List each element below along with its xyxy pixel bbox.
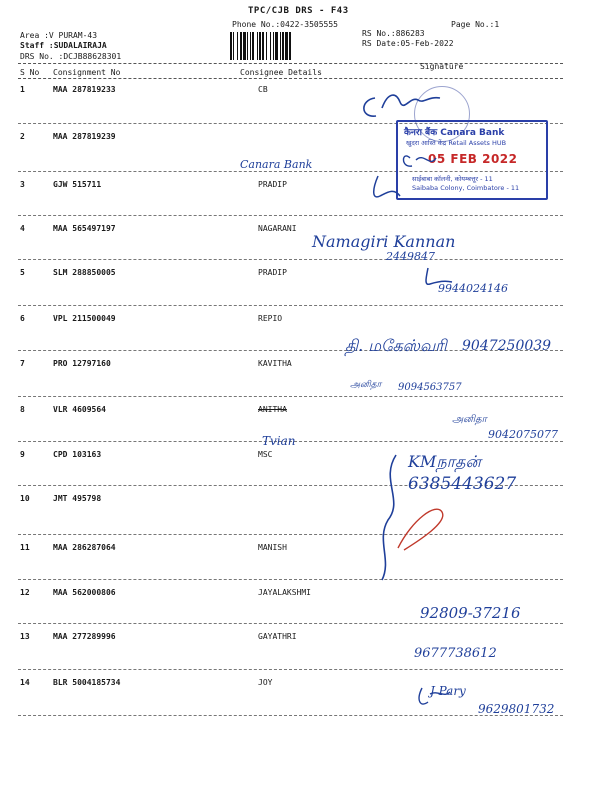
col-consignee: Consignee Details [240, 68, 322, 77]
row-sno: 5 [20, 268, 25, 277]
row-sno: 12 [20, 588, 30, 597]
row-sno: 2 [20, 132, 25, 141]
row-consignment-no: MAA 562000806 [53, 588, 116, 597]
col-signature: Signature [420, 62, 464, 71]
row-consignment-no: CPD 103163 [53, 450, 102, 459]
row-consignee: KAVITHA [258, 359, 292, 368]
stamp-address-local: साईबाबा कॉलनी, कोयम्बत्तूर - 11 [412, 175, 493, 183]
hw-phone-7: 92809-37216 [420, 604, 521, 622]
row-sno: 14 [20, 678, 30, 687]
red-mark [398, 509, 443, 550]
row-consignee: JAYALAKSHMI [258, 588, 311, 597]
row-sno: 7 [20, 359, 25, 368]
hw-nagarani: Namagiri Kannan [312, 232, 456, 251]
row-consignment-no: GJW 515711 [53, 180, 102, 189]
hw-msc-sig: KMநாதன் [408, 452, 481, 471]
row-consignment-no: SLM 288850005 [53, 268, 116, 277]
row-consignee: PRADIP [258, 180, 287, 189]
hw-phone-2: 9944024146 [438, 282, 508, 295]
hw-mark: Tvian [262, 434, 296, 448]
row-consignment-no: MAA 277289996 [53, 632, 116, 641]
sheet-title: TPC/CJB DRS - F43 [248, 6, 349, 16]
col-consignment: Consignment No [53, 68, 121, 77]
row-sno: 6 [20, 314, 25, 323]
staff-label: Staff :SUDALAIRAJA [20, 41, 107, 50]
signature-row-1 [364, 95, 440, 116]
row-consignment-no: VLR 4609564 [53, 405, 106, 414]
hw-repio-sig: தி. மகேஸ்வரி [345, 336, 447, 355]
row-consignment-no: MAA 565497197 [53, 224, 116, 233]
row-sno: 11 [20, 543, 30, 552]
row-consignee: CB [258, 85, 268, 94]
hw-canara: Canara Bank [240, 158, 313, 171]
row-sno: 9 [20, 450, 25, 459]
bracket-mark [382, 455, 396, 580]
row-consignee: NAGARANI [258, 224, 297, 233]
row-consignment-no: VPL 211500049 [53, 314, 116, 323]
hw-phone-8: 9677738612 [414, 646, 497, 661]
stamp-address: Saibaba Colony, Coimbatore - 11 [412, 184, 520, 192]
row-sno: 13 [20, 632, 30, 641]
row-consignee: ANITHA [258, 405, 287, 414]
row-sno: 10 [20, 494, 30, 503]
row-consignment-no: MAA 287819239 [53, 132, 116, 141]
row-consignment-no: JMT 495798 [53, 494, 102, 503]
stamp-date: 05 FEB 2022 [428, 152, 518, 166]
phone-number: Phone No.:0422-3505555 [232, 20, 338, 29]
signature-row-3 [374, 176, 400, 197]
row-sno: 4 [20, 224, 25, 233]
hw-phone-4: 9094563757 [398, 382, 462, 393]
row-consignment-no: MAA 287819233 [53, 85, 116, 94]
row-sno: 8 [20, 405, 25, 414]
stamp-title: कैनरा बैंक Canara Bank [404, 128, 505, 138]
row-consignment-no: PRO 12797160 [53, 359, 111, 368]
col-sno: S No [20, 68, 40, 77]
rs-date: RS Date:05-Feb-2022 [362, 39, 454, 48]
signature-row-2 [404, 156, 437, 166]
row-consignee: JOY [258, 678, 273, 687]
hw-joy-sig: J Pary [430, 684, 466, 698]
stamp-subtitle: खुदरा आस्ति केंद्र Retail Assets HUB [406, 139, 507, 147]
rs-number: RS No.:886283 [362, 29, 425, 38]
hw-phone-1: 2449847 [386, 250, 435, 263]
hw-kavitha-sig: அனிதா [350, 380, 382, 390]
hw-anitha-sig: அனிதா [452, 414, 487, 425]
row-consignee: MANISH [258, 543, 287, 552]
row-consignment-no: MAA 286287064 [53, 543, 116, 552]
hw-phone-3: 9047250039 [462, 338, 552, 354]
row-consignment-no: BLR 5004185734 [53, 678, 121, 687]
row-consignee: GAYATHRI [258, 632, 297, 641]
row-consignee: REPIO [258, 314, 283, 323]
hw-phone-5: 9042075077 [488, 428, 558, 441]
hw-phone-6: 6385443627 [408, 474, 517, 494]
area-label: Area :V PURAM-43 [20, 31, 98, 40]
row-sno: 3 [20, 180, 25, 189]
row-consignee: MSC [258, 450, 273, 459]
page-number: Page No.:1 [451, 20, 500, 29]
drs-number: DRS No. :DCJB88628301 [20, 52, 122, 61]
hw-phone-9: 9629801732 [478, 702, 555, 716]
row-consignee: PRADIP [258, 268, 287, 277]
row-sno: 1 [20, 85, 25, 94]
